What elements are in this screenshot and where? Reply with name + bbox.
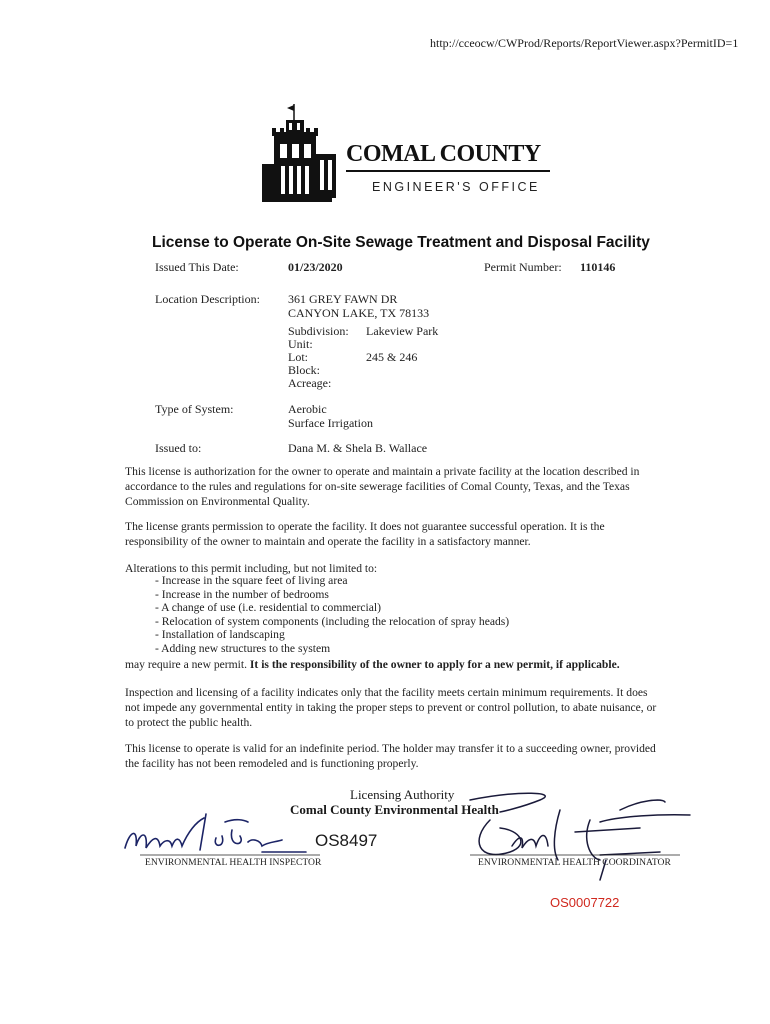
alterations-intro: Alterations to this permit including, but not limited to: [125, 562, 378, 575]
unit-label: Unit: [288, 337, 313, 351]
license-title: License to Operate On-Site Sewage Treatment and Disposal Facility [152, 234, 650, 251]
system-type-label: Type of System: [155, 402, 234, 416]
permit-number: 110146 [580, 260, 616, 274]
subdivision: Lakeview Park [366, 324, 439, 338]
agency-name: Comal County Environmental Health [290, 802, 499, 817]
list-item: - Installation of landscaping [155, 628, 285, 641]
authorization-paragraph: This license is authorization for the owner to operate and maintain a private facility at the location described in accordance to the rules and regulations for on-site sewerage facilities of Comal County, Texas, and the Texas Commission on Environmental Quality. [125, 465, 640, 508]
acreage-label: Acreage: [288, 376, 332, 390]
list-item: - Adding new structures to the system [155, 641, 331, 655]
list-item: - A change of use (i.e. residential to commercial) [155, 601, 381, 614]
list-item: - Relocation of system components (including the relocation of spray heads) [155, 614, 510, 628]
block-label: Block: [288, 363, 320, 377]
list-item: - Increase in the number of bedrooms [155, 587, 329, 601]
issued-to: Dana M. & Shela B. Wallace [288, 441, 428, 455]
location-label: Location Description: [155, 292, 260, 306]
permit-note-text: may require a new permit. [125, 658, 248, 671]
issued-to-label: Issued to: [155, 441, 202, 455]
system-type-line2: Surface Irrigation [288, 416, 373, 430]
address-line1: 361 GREY FAWN DR [288, 292, 398, 306]
stamp-code: OS0007722 [550, 895, 620, 910]
lot: 245 & 246 [366, 350, 418, 364]
inspector-title: ENVIRONMENTAL HEALTH INSPECTOR [145, 857, 322, 868]
logo-subtitle: ENGINEER'S OFFICE [372, 180, 540, 194]
inspector-signature [125, 814, 306, 852]
system-type-line1: Aerobic [288, 402, 327, 416]
inspection-paragraph: Inspection and licensing of a facility indicates only that the facility meets certain minimum requirements. It does not impede any governmental entity in taking the proper steps to prevent or control pollution, to abate nuisance, or to protect the public health. [125, 686, 657, 729]
inspector-code: OS8497 [315, 831, 378, 850]
issued-date-label: Issued This Date: [155, 260, 239, 274]
list-item: - Increase in the square feet of living area [155, 574, 348, 587]
permit-note-bold: It is the responsibility of the owner to apply for a new permit, if applicable. [249, 658, 620, 671]
lot-label: Lot: [288, 350, 308, 364]
permission-paragraph: The license grants permission to operate the facility. It does not guarantee successful operation. It is the responsibility of the owner to maintain and operate the facility in a satisfactory manner. [125, 520, 605, 548]
source-url: http://cceocw/CWProd/Reports/ReportViewer.aspx?PermitID=1 [430, 36, 739, 50]
permit-number-label: Permit Number: [484, 260, 562, 274]
logo-title: COMAL COUNTY [346, 141, 541, 167]
coordinator-title: ENVIRONMENTAL HEALTH COORDINATOR [478, 857, 671, 868]
licensing-authority: Licensing Authority [350, 787, 455, 802]
address-line2: CANYON LAKE, TX 78133 [288, 306, 430, 320]
validity-paragraph: This license to operate is valid for an indefinite period. The holder may transfer it to a succeeding owner, provided the facility has not been remodeled and is functioning properly. [125, 742, 656, 770]
subdivision-label: Subdivision: [288, 324, 349, 338]
issued-date: 01/23/2020 [288, 260, 343, 274]
